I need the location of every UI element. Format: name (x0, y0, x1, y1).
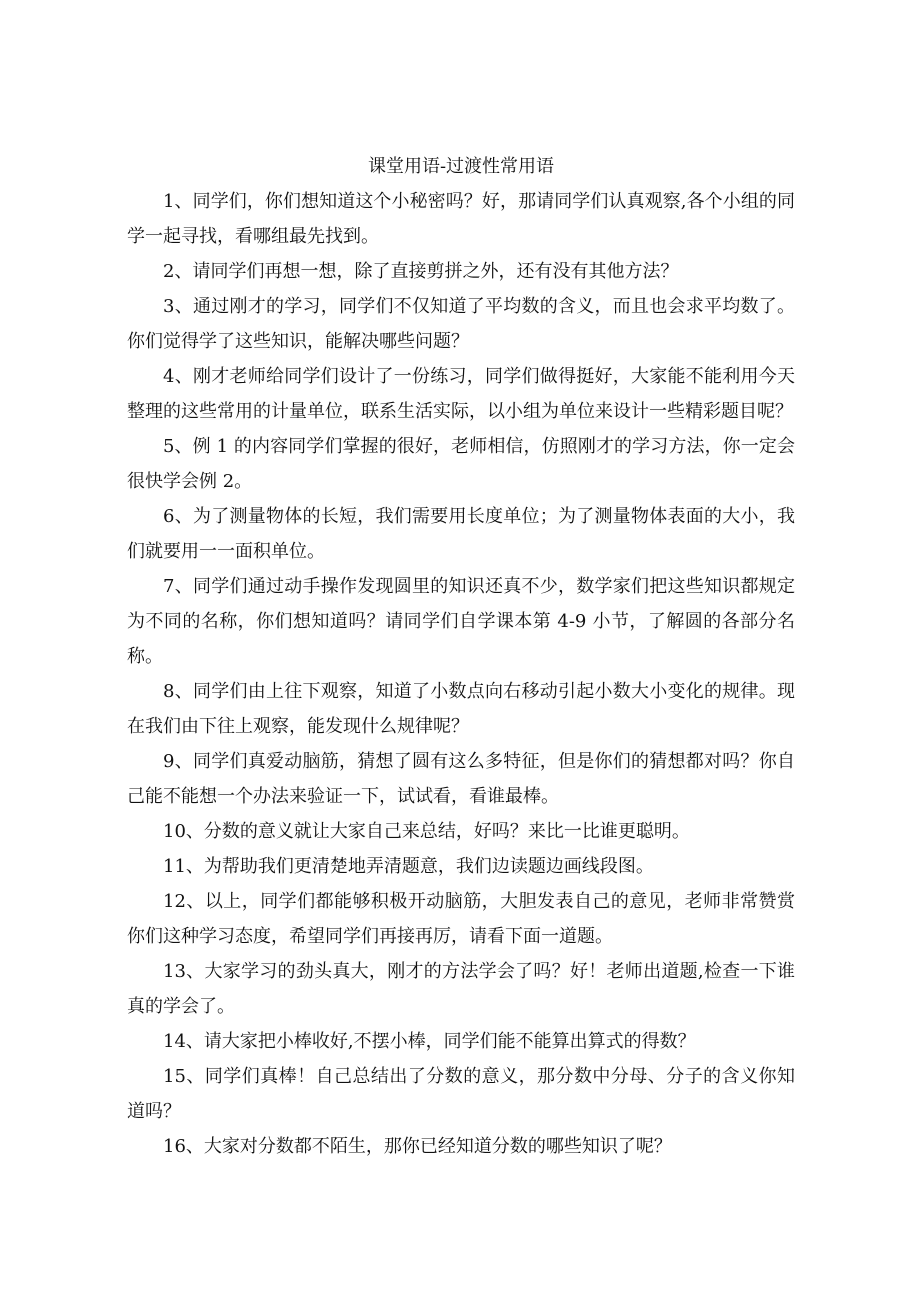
paragraph-6: 6、为了测量物体的长短，我们需要用长度单位；为了测量物体表面的大小，我们就要用一一面积单位。 (127, 506, 795, 562)
paragraph-16: 16、大家对分数都不陌生，那你已经知道分数的哪些知识了呢？ (163, 1136, 672, 1157)
paragraph-8: 8、同学们由上往下观察，知道了小数点向右移动引起小数大小变化的规律。现在我们由下往上观察，能发现什么规律呢？ (127, 681, 795, 737)
paragraph-11: 11、为帮助我们更清楚地弄清题意，我们边读题边画线段图。 (163, 856, 654, 877)
paragraph-5: 5、例 1 的内容同学们掌握的很好，老师相信，仿照刚才的学习方法，你一定会很快学会例 2。 (127, 436, 795, 492)
paragraph-3: 3、通过刚才的学习，同学们不仅知道了平均数的含义，而且也会求平均数了。你们觉得学了这些知识，能解决哪些问题？ (127, 296, 795, 352)
document-body (127, 149, 795, 1164)
paragraph-7: 7、同学们通过动手操作发现圆里的知识还真不少，数学家们把这些知识都规定为不同的名称，你们想知道吗？请同学们自学课本第 4-9 小节，了解圆的各部分名称。 (127, 576, 795, 667)
paragraph-4: 4、刚才老师给同学们设计了一份练习，同学们做得挺好，大家能不能利用今天整理的这些常用的计量单位，联系生活实际，以小组为单位来设计一些精彩题目呢？ (127, 366, 795, 422)
paragraph-14: 14、请大家把小棒收好,不摆小棒，同学们能不能算出算式的得数？ (163, 1031, 696, 1052)
paragraph-12: 12、以上，同学们都能够积极开动脑筋，大胆发表自己的意见，老师非常赞赏你们这种学习态度，希望同学们再接再厉，请看下面一道题。 (127, 891, 795, 947)
paragraph-10: 10、分数的意义就让大家自己来总结，好吗？来比一比谁更聪明。 (163, 821, 690, 842)
paragraph-13: 13、大家学习的劲头真大，刚才的方法学会了吗？好！老师出道题,检查一下谁真的学会了。 (127, 961, 795, 1017)
document-title: 课堂用语-过渡性常用语 (367, 156, 555, 177)
paragraph-2: 2、请同学们再想一想，除了直接剪拼之外，还有没有其他方法？ (163, 261, 679, 282)
paragraph-15: 15、同学们真棒！自己总结出了分数的意义，那分数中分母、分子的含义你知道吗？ (127, 1066, 795, 1122)
paragraph-9: 9、同学们真爱动脑筋，猜想了圆有这么多特征，但是你们的猜想都对吗？你自己能不能想一个办法来验证一下，试试看，看谁最棒。 (127, 751, 795, 807)
paragraph-1: 1、同学们，你们想知道这个小秘密吗？好，那请同学们认真观察,各个小组的同学一起寻找，看哪组最先找到。 (127, 191, 795, 247)
